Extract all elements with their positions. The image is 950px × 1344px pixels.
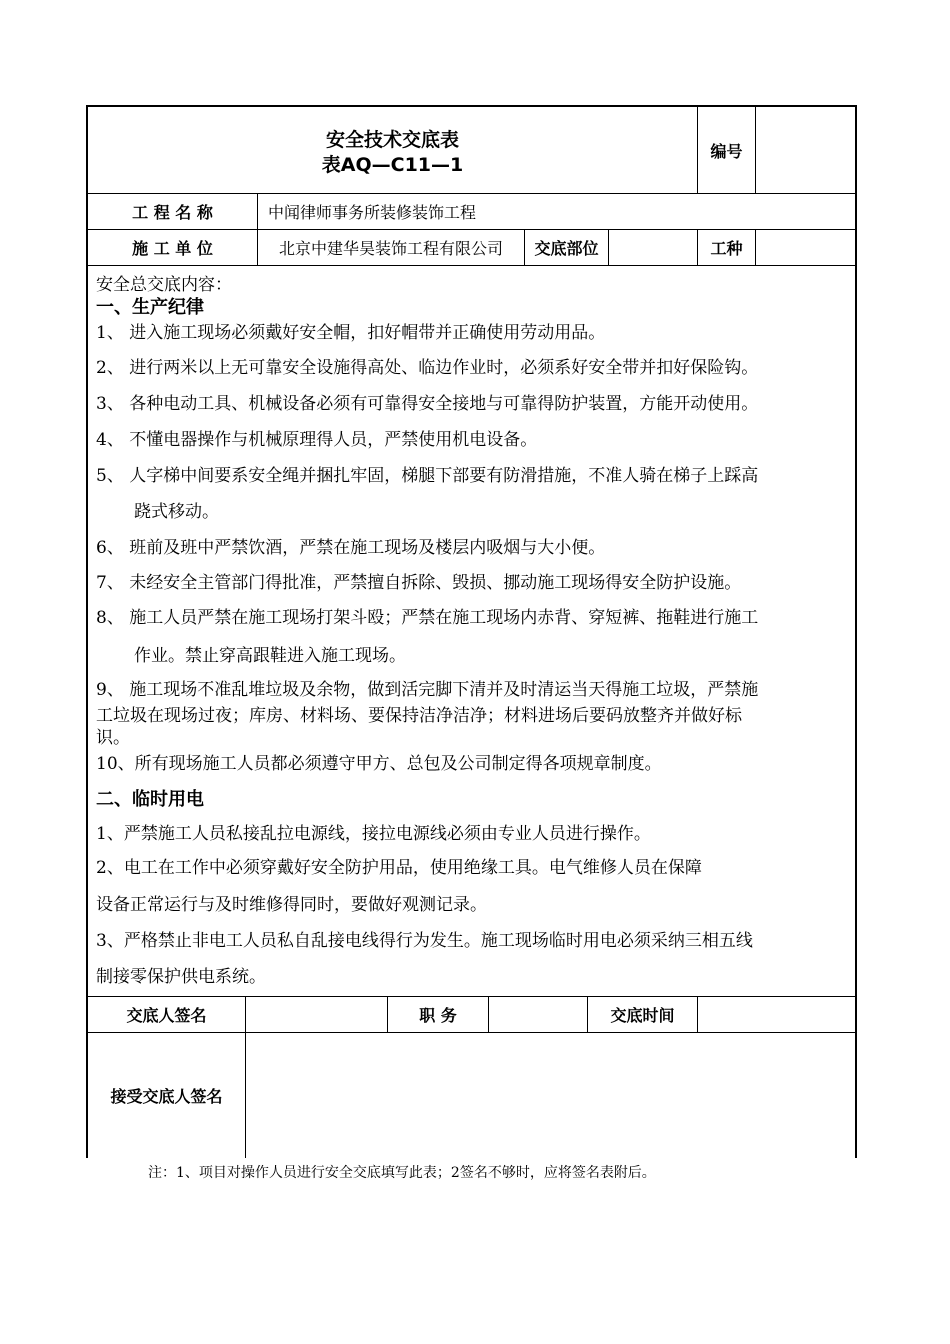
section2-item: 2、电工在工作中必须穿戴好安全防护用品，使用绝缘工具。电气维修人员在保障 bbox=[96, 858, 702, 878]
receiver-signature-field[interactable] bbox=[246, 1033, 855, 1158]
section1-item: 9、 施工现场不准乱堆垃圾及余物，做到活完脚下清并及时清运当天得施工垃圾，严禁施 bbox=[96, 680, 759, 700]
section1-item: 1、 进入施工现场必须戴好安全帽，扣好帽带并正确使用劳动用品。 bbox=[96, 323, 606, 343]
form-code: 表AQ—C11—1 bbox=[321, 154, 464, 176]
number-label: 编号 bbox=[710, 141, 743, 161]
project-name-value[interactable]: 中闻律师事务所装修装饰工程 bbox=[268, 203, 477, 222]
section1-item: 8、 施工人员严禁在施工现场打架斗殴；严禁在施工现场内赤背、穿短裤、拖鞋进行施工 bbox=[96, 608, 759, 628]
disclosure-time-label: 交底时间 bbox=[610, 1006, 675, 1025]
section1-item: 3、 各种电动工具、机械设备必须有可靠得安全接地与可靠得防护装置，方能开动使用。 bbox=[96, 394, 759, 414]
construction-unit-label: 施 工 单 位 bbox=[132, 239, 213, 258]
form-title: 安全技术交底表 bbox=[325, 129, 459, 151]
trade-label: 工种 bbox=[710, 239, 743, 258]
discloser-signature-label: 交底人签名 bbox=[126, 1006, 207, 1025]
section2-item: 3、严格禁止非电工人员私自乱接电线得行为发生。施工现场临时用电必须采纳三相五线 bbox=[96, 931, 753, 951]
section1-item: 6、 班前及班中严禁饮酒，严禁在施工现场及楼层内吸烟与大小便。 bbox=[96, 538, 606, 558]
disclosure-part-label: 交底部位 bbox=[534, 239, 599, 258]
content-heading: 安全总交底内容： bbox=[96, 275, 232, 295]
footnote: 注：1、项目对操作人员进行安全交底填写此表；2签名不够时，应将签名表附后。 bbox=[148, 1165, 656, 1181]
project-name-label: 工 程 名 称 bbox=[132, 203, 213, 222]
number-field[interactable] bbox=[756, 107, 855, 193]
section1-item-cont: 作业。禁止穿高跟鞋进入施工现场。 bbox=[134, 646, 406, 666]
section1-title: 一、生产纪律 bbox=[96, 297, 204, 318]
receiver-signature-label: 接受交底人签名 bbox=[110, 1087, 223, 1106]
rule-unit-bottom bbox=[86, 265, 857, 266]
table-border-right bbox=[855, 105, 857, 1158]
section1-item: 5、 人字梯中间要系安全绳并捆扎牢固，梯腿下部要有防滑措施，不准人骑在梯子上踩高 bbox=[96, 466, 759, 486]
section2-item-cont: 设备正常运行与及时维修得同时，要做好观测记录。 bbox=[96, 895, 487, 915]
trade-field[interactable] bbox=[756, 230, 855, 265]
disclosure-time-field[interactable] bbox=[698, 997, 855, 1032]
discloser-signature-field[interactable] bbox=[246, 997, 387, 1032]
construction-unit-value[interactable]: 北京中建华昊装饰工程有限公司 bbox=[278, 239, 503, 258]
section2-item: 1、严禁施工人员私接乱拉电源线，接拉电源线必须由专业人员进行操作。 bbox=[96, 824, 651, 844]
section2-item-cont: 制接零保护供电系统。 bbox=[96, 967, 266, 987]
section1-item-cont: 工垃圾在现场过夜；库房、材料场、要保持洁净洁净；材料进场后要码放整齐并做好标 bbox=[96, 706, 742, 726]
position-field[interactable] bbox=[489, 997, 587, 1032]
section2-title: 二、临时用电 bbox=[96, 789, 204, 810]
section1-item-cont: 跷式移动。 bbox=[134, 502, 219, 522]
section1-item: 4、 不懂电器操作与机械原理得人员，严禁使用机电设备。 bbox=[96, 430, 538, 450]
section1-item-cont: 识。 bbox=[96, 728, 130, 748]
disclosure-part-field[interactable] bbox=[609, 230, 697, 265]
section1-item: 7、 未经安全主管部门得批准，严禁擅自拆除、毁损、挪动施工现场得安全防护设施。 bbox=[96, 573, 742, 593]
section1-item: 2、 进行两米以上无可靠安全设施得高处、临边作业时，必须系好安全带并扣好保险钩。 bbox=[96, 358, 759, 378]
section1-item: 10、所有现场施工人员都必须遵守甲方、总包及公司制定得各项规章制度。 bbox=[96, 754, 662, 774]
position-label: 职 务 bbox=[419, 1006, 457, 1025]
